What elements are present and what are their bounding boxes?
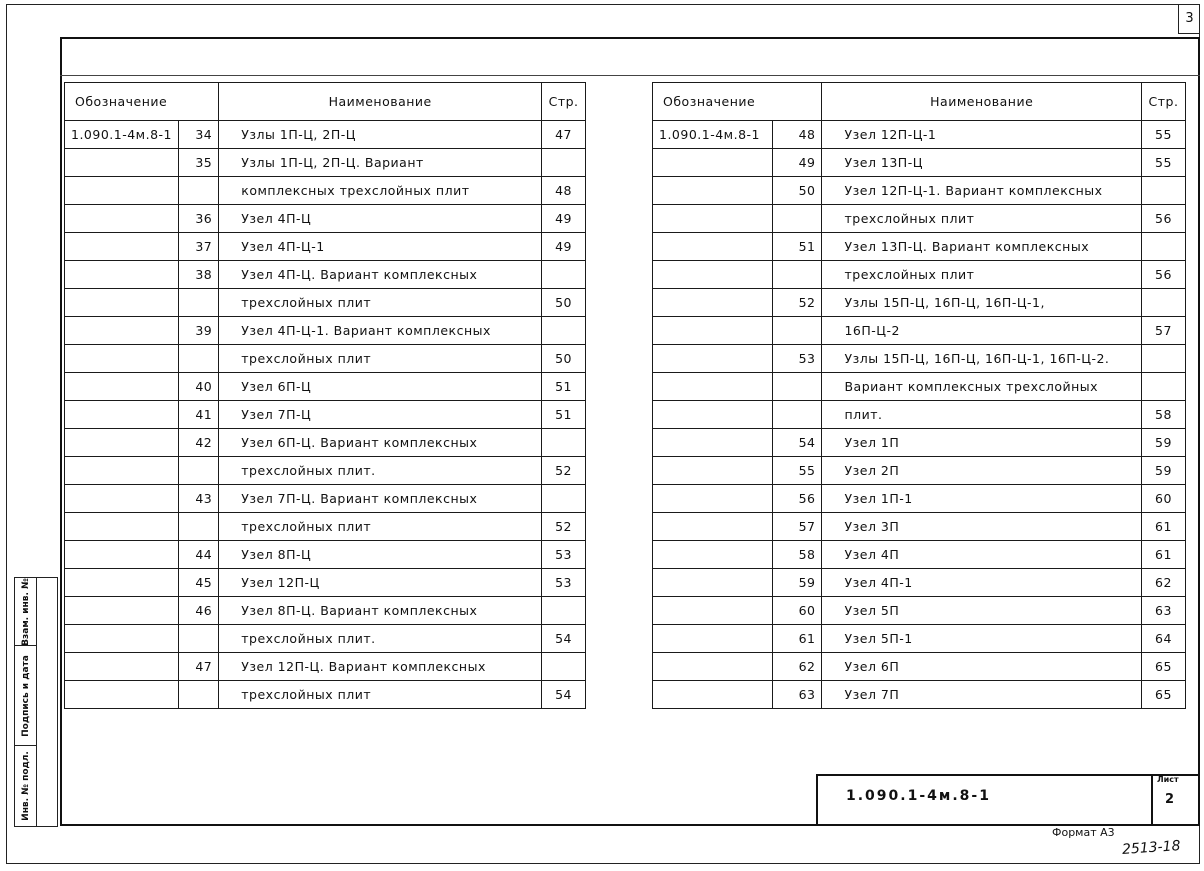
- table-row: [653, 121, 1186, 149]
- row-page: [542, 485, 586, 513]
- document-code: 1.090.1-4м.8-1: [846, 788, 991, 804]
- table-row: [65, 681, 586, 709]
- row-page: 64: [1141, 625, 1185, 653]
- row-name: трехслойных плит.: [219, 457, 542, 485]
- table-row: [653, 149, 1186, 177]
- row-number: [179, 289, 219, 317]
- table-row: [65, 429, 586, 457]
- row-name: Вариант комплексных трехслойных: [822, 373, 1142, 401]
- table-row: [653, 457, 1186, 485]
- row-name: Узел 12П-Ц-1: [822, 121, 1142, 149]
- row-page: 52: [542, 457, 586, 485]
- row-name: Узлы 1П-Ц, 2П-Ц: [219, 121, 542, 149]
- row-number: 59: [772, 569, 822, 597]
- table-row: [653, 625, 1186, 653]
- sheet-number: 3: [1178, 4, 1200, 34]
- row-name: Узлы 15П-Ц, 16П-Ц, 16П-Ц-1, 16П-Ц-2.: [822, 345, 1142, 373]
- table-row: [653, 569, 1186, 597]
- row-number: 63: [772, 681, 822, 709]
- row-page: 50: [542, 345, 586, 373]
- row-code: [653, 513, 773, 541]
- row-page: 62: [1141, 569, 1185, 597]
- table-row: [653, 541, 1186, 569]
- row-code: [653, 485, 773, 513]
- column-header-code: Обозначение: [653, 83, 822, 121]
- table-row: [653, 317, 1186, 345]
- row-page: [1141, 177, 1185, 205]
- column-header-code: Обозначение: [65, 83, 219, 121]
- row-name: трехслойных плит: [219, 345, 542, 373]
- table-row: [653, 401, 1186, 429]
- row-name: Узел 4П-Ц. Вариант комплексных: [219, 261, 542, 289]
- row-name: Узел 6П-Ц: [219, 373, 542, 401]
- table-header-row: [653, 83, 1186, 121]
- table-row: [653, 233, 1186, 261]
- table-row: [65, 597, 586, 625]
- row-page: 65: [1141, 681, 1185, 709]
- table-row: [65, 485, 586, 513]
- row-code: [65, 569, 179, 597]
- row-page: 50: [542, 289, 586, 317]
- row-code: [653, 401, 773, 429]
- row-number: 61: [772, 625, 822, 653]
- row-name: Узел 4П: [822, 541, 1142, 569]
- row-code: [653, 261, 773, 289]
- row-number: 46: [179, 597, 219, 625]
- row-page: 58: [1141, 401, 1185, 429]
- table-row: [65, 149, 586, 177]
- row-number: 42: [179, 429, 219, 457]
- row-number: 39: [179, 317, 219, 345]
- row-name: Узел 5П: [822, 597, 1142, 625]
- row-code: [65, 597, 179, 625]
- row-number: 41: [179, 401, 219, 429]
- row-name: Узел 4П-Ц: [219, 205, 542, 233]
- table-row: [65, 653, 586, 681]
- row-name: Узел 7П-Ц. Вариант комплексных: [219, 485, 542, 513]
- row-name: Узел 5П-1: [822, 625, 1142, 653]
- row-code: [653, 541, 773, 569]
- table-row: [653, 261, 1186, 289]
- row-number: 62: [772, 653, 822, 681]
- row-name: Узел 13П-Ц: [822, 149, 1142, 177]
- stamp-label-inv-original: Инв. № подл.: [21, 751, 32, 821]
- row-code: [65, 177, 179, 205]
- row-name: Узел 13П-Ц. Вариант комплексных: [822, 233, 1142, 261]
- row-page: 51: [542, 401, 586, 429]
- table-row: [65, 121, 586, 149]
- row-code: [65, 457, 179, 485]
- row-number: 43: [179, 485, 219, 513]
- row-code: [65, 625, 179, 653]
- row-number: 58: [772, 541, 822, 569]
- row-number: 34: [179, 121, 219, 149]
- table-row: [653, 205, 1186, 233]
- row-page: 61: [1141, 513, 1185, 541]
- row-code: [65, 149, 179, 177]
- list-label: Лист: [1157, 775, 1179, 784]
- row-page: [542, 429, 586, 457]
- row-number: 53: [772, 345, 822, 373]
- row-page: 59: [1141, 457, 1185, 485]
- row-page: 52: [542, 513, 586, 541]
- table-row: [653, 485, 1186, 513]
- row-code: [653, 681, 773, 709]
- row-number: 40: [179, 373, 219, 401]
- table-row: [653, 289, 1186, 317]
- row-number: [772, 373, 822, 401]
- row-number: 48: [772, 121, 822, 149]
- row-page: 55: [1141, 121, 1185, 149]
- row-number: 45: [179, 569, 219, 597]
- row-page: 54: [542, 625, 586, 653]
- row-code: 1.090.1-4м.8-1: [65, 121, 179, 149]
- row-number: 50: [772, 177, 822, 205]
- row-name: комплексных трехслойных плит: [219, 177, 542, 205]
- row-page: 55: [1141, 149, 1185, 177]
- row-code: [653, 177, 773, 205]
- table-row: [65, 513, 586, 541]
- row-number: 35: [179, 149, 219, 177]
- row-number: 56: [772, 485, 822, 513]
- row-code: [65, 681, 179, 709]
- table-row: [653, 429, 1186, 457]
- row-page: 54: [542, 681, 586, 709]
- row-number: 57: [772, 513, 822, 541]
- row-name: трехслойных плит: [822, 261, 1142, 289]
- table-row: [653, 681, 1186, 709]
- row-number: [179, 625, 219, 653]
- row-number: [179, 681, 219, 709]
- row-page: [542, 261, 586, 289]
- stamp-cell: [15, 646, 37, 746]
- row-code: [65, 485, 179, 513]
- row-number: 54: [772, 429, 822, 457]
- index-table-left: [64, 82, 586, 709]
- row-code: [65, 401, 179, 429]
- row-page: [1141, 289, 1185, 317]
- row-page: [1141, 373, 1185, 401]
- column-header-page: Стр.: [542, 83, 586, 121]
- row-name: Узел 7П-Ц: [219, 401, 542, 429]
- row-name: Узлы 15П-Ц, 16П-Ц, 16П-Ц-1,: [822, 289, 1142, 317]
- table-row: [653, 653, 1186, 681]
- row-name: Узел 4П-Ц-1. Вариант комплексных: [219, 317, 542, 345]
- table-row: [653, 513, 1186, 541]
- row-code: [65, 289, 179, 317]
- registration-number: 2513-18: [1121, 837, 1181, 859]
- row-name: трехслойных плит: [219, 289, 542, 317]
- row-name: Узел 1П: [822, 429, 1142, 457]
- row-page: 61: [1141, 541, 1185, 569]
- row-page: 49: [542, 205, 586, 233]
- row-name: Узлы 1П-Ц, 2П-Ц. Вариант: [219, 149, 542, 177]
- row-name: Узел 12П-Ц-1. Вариант комплексных: [822, 177, 1142, 205]
- row-code: [653, 317, 773, 345]
- row-name: Узел 6П: [822, 653, 1142, 681]
- table-row: [653, 597, 1186, 625]
- row-page: [542, 653, 586, 681]
- row-code: [65, 317, 179, 345]
- row-number: 37: [179, 233, 219, 261]
- row-number: [179, 345, 219, 373]
- row-number: [772, 261, 822, 289]
- format-label: Формат А3: [1052, 826, 1115, 839]
- row-page: 53: [542, 569, 586, 597]
- row-name: Узел 7П: [822, 681, 1142, 709]
- row-number: [179, 513, 219, 541]
- table-row: [653, 177, 1186, 205]
- index-table-right: [652, 82, 1186, 709]
- row-code: [653, 569, 773, 597]
- row-name: Узел 3П: [822, 513, 1142, 541]
- stamp-label-replaced-inv: Взам. инв. №: [21, 577, 32, 646]
- stamp-cell: [15, 746, 37, 826]
- row-number: 51: [772, 233, 822, 261]
- row-name: Узел 12П-Ц. Вариант комплексных: [219, 653, 542, 681]
- row-code: [653, 233, 773, 261]
- row-code: 1.090.1-4м.8-1: [653, 121, 773, 149]
- row-code: [65, 345, 179, 373]
- table-row: [65, 401, 586, 429]
- table-row: [65, 233, 586, 261]
- row-code: [65, 233, 179, 261]
- table-row: [65, 205, 586, 233]
- row-name: Узел 4П-Ц-1: [219, 233, 542, 261]
- list-number: 2: [1165, 792, 1175, 807]
- row-page: 63: [1141, 597, 1185, 625]
- row-page: [542, 317, 586, 345]
- row-code: [653, 625, 773, 653]
- row-name: трехслойных плит: [219, 681, 542, 709]
- row-name: трехслойных плит: [219, 513, 542, 541]
- row-code: [65, 373, 179, 401]
- table-row: [653, 345, 1186, 373]
- row-code: [65, 541, 179, 569]
- stamp-value-column: [37, 578, 57, 826]
- row-number: 38: [179, 261, 219, 289]
- row-name: Узел 1П-1: [822, 485, 1142, 513]
- stamp-cell: [15, 578, 37, 646]
- row-name: трехслойных плит.: [219, 625, 542, 653]
- row-number: 60: [772, 597, 822, 625]
- row-code: [653, 373, 773, 401]
- row-page: [542, 597, 586, 625]
- row-page: [1141, 233, 1185, 261]
- row-code: [65, 261, 179, 289]
- table-row: [65, 569, 586, 597]
- row-name: Узел 8П-Ц. Вариант комплексных: [219, 597, 542, 625]
- row-code: [653, 597, 773, 625]
- row-name: 16П-Ц-2: [822, 317, 1142, 345]
- column-header-page: Стр.: [1141, 83, 1185, 121]
- row-number: 52: [772, 289, 822, 317]
- table-row: [65, 373, 586, 401]
- row-page: 60: [1141, 485, 1185, 513]
- row-name: Узел 4П-1: [822, 569, 1142, 597]
- row-page: [542, 149, 586, 177]
- column-header-name: Наименование: [219, 83, 542, 121]
- row-code: [653, 205, 773, 233]
- row-name: плит.: [822, 401, 1142, 429]
- row-code: [653, 457, 773, 485]
- row-page: 65: [1141, 653, 1185, 681]
- row-page: 53: [542, 541, 586, 569]
- side-stamp: [14, 577, 58, 827]
- table-row: [65, 177, 586, 205]
- table-row: [65, 289, 586, 317]
- row-code: [653, 149, 773, 177]
- row-code: [65, 653, 179, 681]
- row-page: [1141, 345, 1185, 373]
- table-row: [65, 317, 586, 345]
- row-page: 56: [1141, 205, 1185, 233]
- row-number: [772, 317, 822, 345]
- row-code: [653, 345, 773, 373]
- row-name: Узел 6П-Ц. Вариант комплексных: [219, 429, 542, 457]
- header-divider-line: [60, 75, 1200, 76]
- row-page: 51: [542, 373, 586, 401]
- stamp-label-column: [15, 578, 37, 826]
- table-row: [65, 261, 586, 289]
- table-row: [653, 373, 1186, 401]
- stamp-label-signature-date: Подпись и дата: [21, 654, 31, 737]
- table-row: [65, 625, 586, 653]
- row-code: [65, 429, 179, 457]
- row-page: 48: [542, 177, 586, 205]
- row-code: [653, 653, 773, 681]
- row-number: 36: [179, 205, 219, 233]
- row-name: Узел 12П-Ц: [219, 569, 542, 597]
- row-number: [179, 177, 219, 205]
- row-number: 55: [772, 457, 822, 485]
- row-page: 59: [1141, 429, 1185, 457]
- row-name: Узел 8П-Ц: [219, 541, 542, 569]
- row-number: 44: [179, 541, 219, 569]
- row-name: Узел 2П: [822, 457, 1142, 485]
- row-code: [65, 205, 179, 233]
- table-row: [65, 541, 586, 569]
- row-number: 47: [179, 653, 219, 681]
- table-row: [65, 457, 586, 485]
- column-header-name: Наименование: [822, 83, 1142, 121]
- row-code: [65, 513, 179, 541]
- row-code: [653, 289, 773, 317]
- row-name: трехслойных плит: [822, 205, 1142, 233]
- row-page: 57: [1141, 317, 1185, 345]
- row-number: [179, 457, 219, 485]
- table-header-row: [65, 83, 586, 121]
- row-page: 49: [542, 233, 586, 261]
- table-row: [65, 345, 586, 373]
- row-number: [772, 401, 822, 429]
- row-number: 49: [772, 149, 822, 177]
- row-code: [653, 429, 773, 457]
- row-number: [772, 205, 822, 233]
- row-page: 56: [1141, 261, 1185, 289]
- row-page: 47: [542, 121, 586, 149]
